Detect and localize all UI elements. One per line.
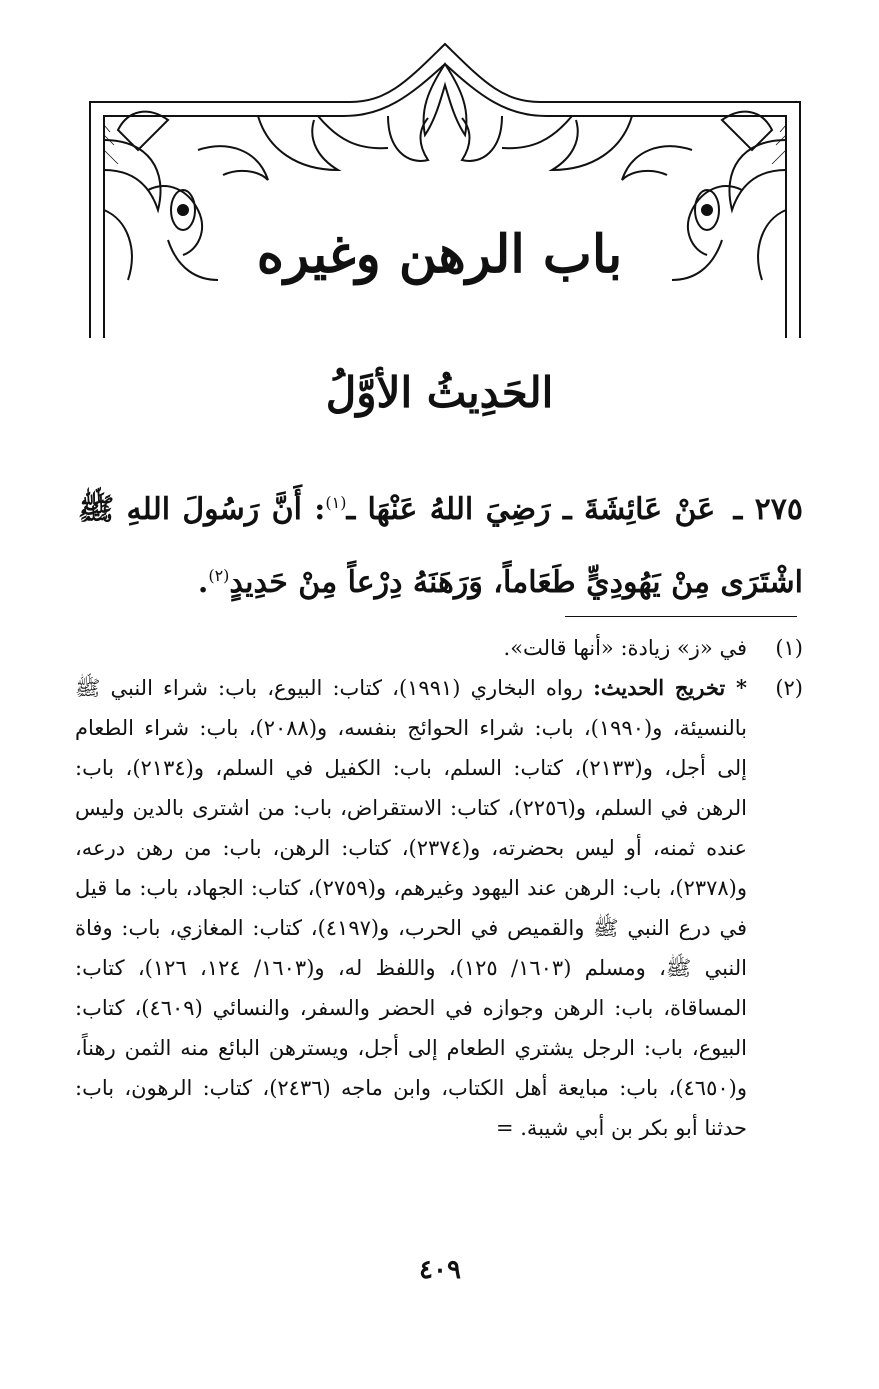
footnote-ref-1: (١): [325, 493, 347, 512]
hadith-text: [78, 470, 803, 616]
footnote-text: [75, 668, 747, 1148]
footnote-text: [75, 628, 747, 668]
footnote-1: [75, 628, 803, 668]
footnote-ref-2: (٢): [208, 566, 230, 585]
footnote-divider: [565, 616, 797, 617]
footnote-marker: (١): [775, 636, 803, 660]
hadith-heading: الحَدِيثُ الأوَّلُ: [325, 368, 554, 417]
hadith-number: ٢٧٥ ـ: [733, 492, 803, 527]
footnote-text-body: رواه البخاري (١٩٩١)، كتاب: البيوع، باب: شراء النبي ﷺ بالنسيئة، و(١٩٩٠)، باب: شراء الحوائج بنفسه، و(٢٠٨٨)، باب: شراء الطعام إلى أجل، و(٢١٣٣)، كتاب: السلم، باب: الكفيل في السلم، و(٢١٣٤)، باب: الرهن في السلم، و(٢٢٥٦)، كتاب: الاستقراض، باب: من اشترى بالدين وليس عنده ثمنه، أو ليس بحضرته، و(٢٣٧٤)، كتاب: الرهن، باب: من رهن درعه، و(٢٣٧٨)، باب: الرهن عند اليهود وغيرهم، و(٢٧٥٩)، كتاب: الجهاد، باب: ما قيل في درع النبي ﷺ والقميص في الحرب، و(٤١٩٧)، كتاب: المغازي، باب: وفاة النبي ﷺ، ومسلم (١٦٠٣/ ١٢٥)، واللفظ له، و(١٦٠٣/ ١٢٤، ١٢٦)، كتاب: المساقاة، باب: الرهن وجوازه في الحضر والسفر، والنسائي (٤٦٠٩)، كتاب: البيوع، باب: الرجل يشتري الطعام إلى أجل، ويسترهن البائع منه الثمن رهناً، و(٤٦٥٠)، باب: مبايعة أهل الكتاب، وابن ماجه (٢٤٣٦)، كتاب: الرهون، باب: حدثنا أبو بكر بن أبي شيبة. =: [75, 676, 748, 1140]
footnotes: [75, 628, 803, 1148]
hadith-matn: : أَنَّ رَسُولَ اللهِ ﷺ اشْتَرَى مِنْ يَهُودِيٍّ طَعَاماً، وَرَهَنَهُ دِرْعاً مِنْ حَدِيدٍ: [78, 492, 803, 600]
footnote-lead: * تخريج الحديث:: [593, 675, 747, 700]
chapter-title: باب الرهن وغيره: [256, 224, 623, 285]
footnote-2: [75, 668, 803, 1148]
page-number: ٤٠٩: [419, 1255, 461, 1285]
footnote-text-body: في «ز» زيادة: «أنها قالت».: [503, 636, 747, 660]
footnote-marker: (٢): [775, 676, 803, 700]
hadith-narrator: عَنْ عَائِشَةَ ـ رَضِيَ اللهُ عَنْهَا ـ: [346, 492, 716, 527]
hadith-end: .: [197, 565, 209, 600]
